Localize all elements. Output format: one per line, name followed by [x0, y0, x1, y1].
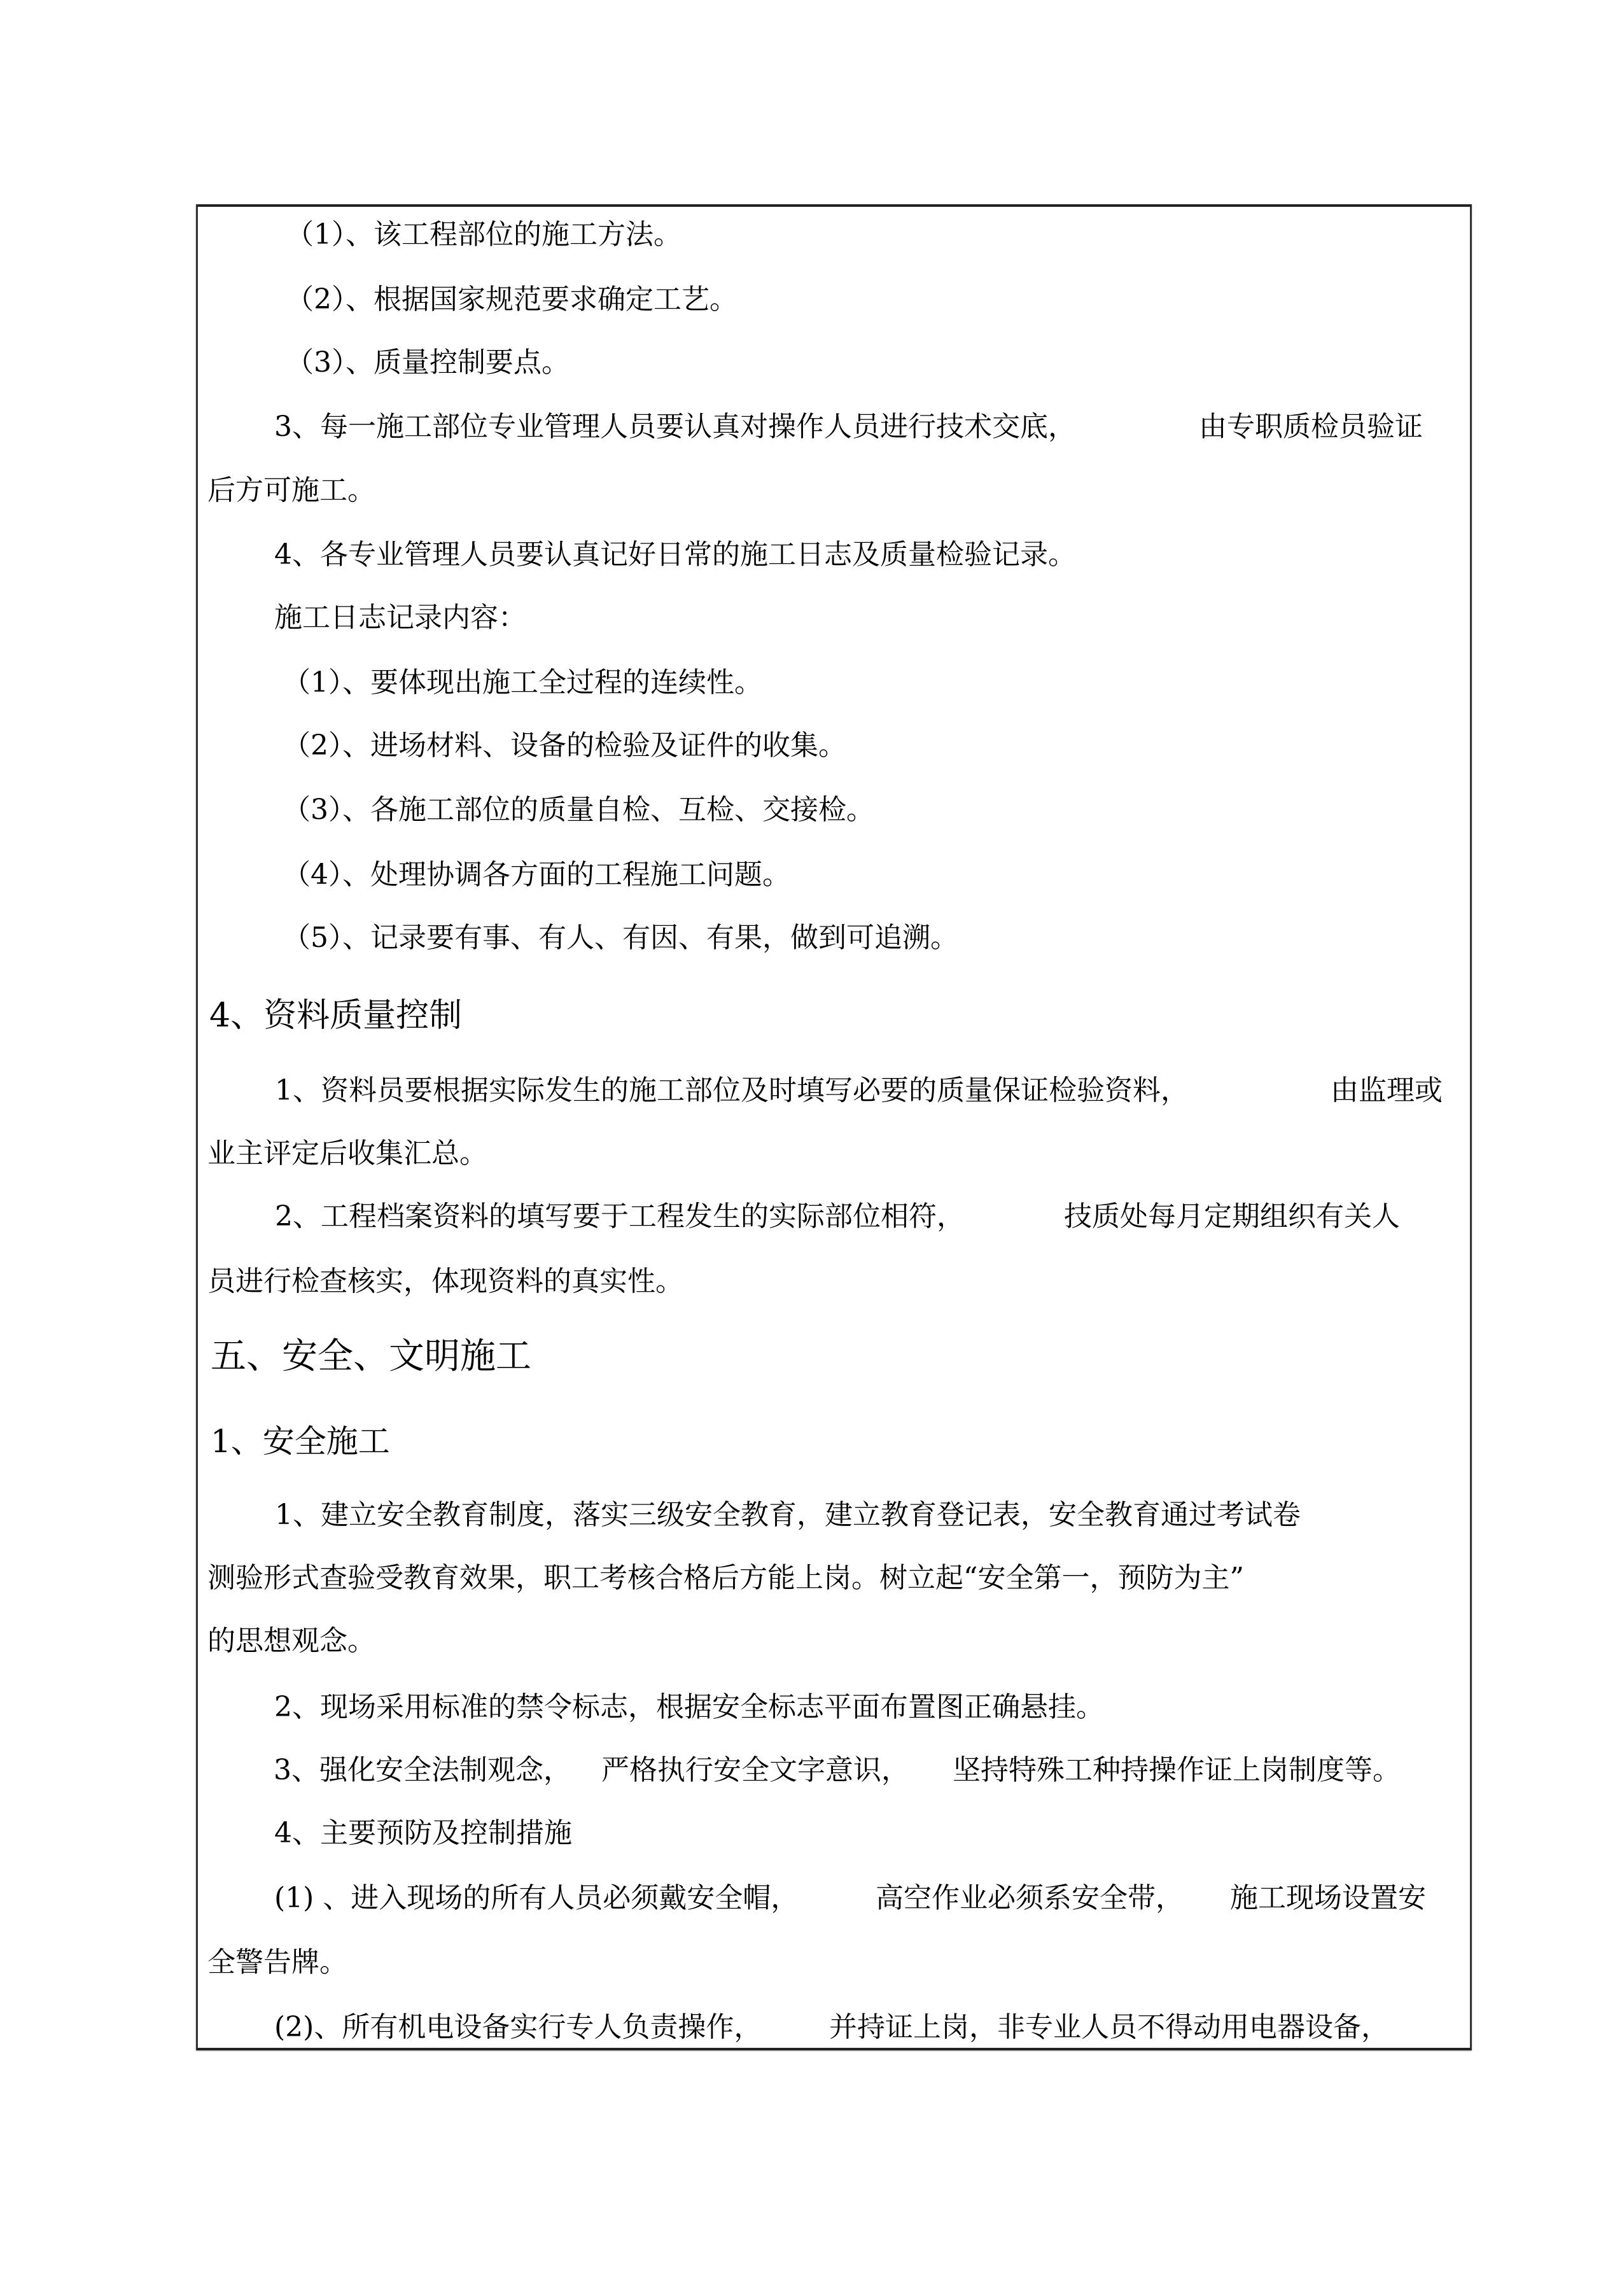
paragraph-line-continuation: 坚持特殊工种持操作证上岗制度等。 — [953, 1754, 1401, 1786]
list-item: （2）、进场材料、设备的检验及证件的收集。 — [283, 729, 846, 762]
paragraph-line: 业主评定后收集汇总。 — [207, 1137, 487, 1170]
paragraph-line: 3、每一施工部位专业管理人员要认真对操作人员进行技术交底， — [274, 410, 1076, 443]
list-item-continuation: 施工现场设置安 — [1230, 1882, 1426, 1914]
list-item: （3）、各施工部位的质量自检、互检、交接检。 — [283, 794, 874, 826]
list-item: （1）、要体现出施工全过程的连续性。 — [283, 666, 762, 699]
paragraph-line: 2、工程档案资料的填写要于工程发生的实际部位相符， — [275, 1200, 965, 1233]
list-item: （3）、质量控制要点。 — [286, 346, 570, 379]
paragraph-line-continuation: 严格执行安全文字意识， — [601, 1754, 909, 1786]
paragraph-line: 员进行检查核实，体现资料的真实性。 — [207, 1265, 683, 1298]
paragraph-line: 1、建立安全教育制度，落实三级安全教育，建立教育登记表，安全教育通过考试卷 — [275, 1499, 1301, 1531]
paragraph-line-continuation: 技质处每月定期组织有关人 — [1064, 1200, 1400, 1233]
paragraph-line: 4、主要预防及控制措施 — [274, 1817, 572, 1849]
list-item: (1) 、进入现场的所有人员必须戴安全帽， — [274, 1882, 799, 1914]
list-item-continuation: 并持证上岗，非专业人员不得动用电器设备， — [829, 2011, 1389, 2043]
list-item: （2）、根据国家规范要求确定工艺。 — [286, 283, 738, 316]
list-item: （1）、该工程部位的施工方法。 — [286, 218, 682, 251]
chapter-heading: 五、安全、文明施工 — [211, 1336, 531, 1377]
paragraph-line-continuation: 由专职质检员验证 — [1199, 410, 1423, 443]
paragraph-line: 的思想观念。 — [207, 1625, 375, 1657]
section-heading: 1、安全施工 — [211, 1423, 390, 1460]
list-item: (2)、所有机电设备实行专人负责操作， — [274, 2011, 762, 2043]
paragraph-line-continuation: 由监理或 — [1331, 1074, 1443, 1107]
paragraph-line: 施工日志记录内容： — [274, 601, 526, 634]
section-heading: 4、资料质量控制 — [209, 997, 463, 1035]
paragraph-line: 2、现场采用标准的禁令标志，根据安全标志平面布置图正确悬挂。 — [274, 1691, 1104, 1723]
paragraph-line: 3、强化安全法制观念， — [274, 1754, 571, 1786]
paragraph-line: 4、各专业管理人员要认真记好日常的施工日志及质量检验记录。 — [274, 538, 1076, 571]
list-item: （5）、记录要有事、有人、有因、有果，做到可追溯。 — [283, 921, 958, 954]
list-item: 全警告牌。 — [207, 1946, 347, 1978]
paragraph-line: 后方可施工。 — [207, 474, 375, 507]
paragraph-line: 测验形式查验受教育效果，职工考核合格后方能上岗。树立起“安全第一，预防为主” — [207, 1562, 1244, 1594]
list-item-continuation: 高空作业必须系安全带， — [876, 1882, 1184, 1914]
paragraph-line: 1、资料员要根据实际发生的施工部位及时填写必要的质量保证检验资料， — [275, 1074, 1189, 1107]
list-item: （4）、处理协调各方面的工程施工问题。 — [283, 858, 790, 891]
